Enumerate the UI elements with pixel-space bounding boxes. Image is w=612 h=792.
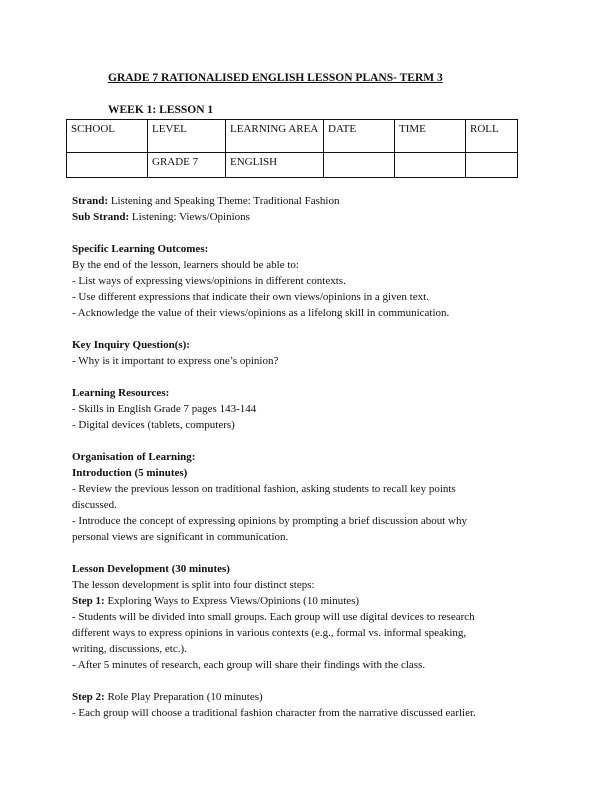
strand-value: Listening and Speaking Theme: Traditional Fashion	[108, 195, 340, 207]
lesson-info-table	[66, 119, 518, 178]
cell-learning-area: ENGLISH	[226, 153, 324, 178]
inquiry-heading-text: Key Inquiry Question(s):	[72, 339, 190, 351]
header-roll: ROLL	[466, 120, 518, 153]
sub-strand-line	[72, 209, 542, 225]
step2-line: - Each group will choose a traditional fashion character from the narrative discussed earlier.	[72, 707, 476, 719]
introduction-heading-text: Introduction (5 minutes)	[72, 467, 188, 479]
cell-roll	[466, 153, 518, 178]
introduction-line: - Introduce the concept of expressing opinions by prompting a brief discussion about why	[72, 515, 468, 527]
inquiry-heading	[72, 337, 542, 353]
step1-line: different ways to express opinions in various contexts (e.g., formal vs. informal speaking,	[72, 627, 467, 639]
sub-strand-value: Listening: Views/Opinions	[129, 211, 250, 223]
introduction-line: - Review the previous lesson on traditional fashion, asking students to recall key points	[72, 483, 456, 495]
lesson-body	[72, 193, 542, 721]
step2-title: Role Play Preparation (10 minutes)	[104, 691, 263, 703]
cell-date	[324, 153, 395, 178]
week-heading: WEEK 1: LESSON 1	[108, 104, 214, 116]
step1-title: Exploring Ways to Express Views/Opinions (10 minutes)	[104, 595, 360, 607]
strand-line	[72, 193, 542, 209]
strand-label: Strand:	[72, 195, 109, 207]
step1-heading	[72, 593, 542, 609]
table-header-row	[67, 120, 518, 153]
resources-heading	[72, 385, 542, 401]
development-heading	[72, 561, 542, 577]
introduction-line: personal views are significant in communication.	[72, 531, 289, 543]
cell-time	[395, 153, 466, 178]
outcome-line: - Use different expressions that indicate their own views/opinions in a given text.	[72, 291, 429, 303]
outcome-line: - Acknowledge the value of their views/opinions as a lifelong skill in communication.	[72, 307, 450, 319]
header-date: DATE	[324, 120, 395, 153]
step1-line: writing, discussions, etc.).	[72, 643, 187, 655]
introduction-line: discussed.	[72, 499, 117, 511]
header-time: TIME	[395, 120, 466, 153]
step1-line: - Students will be divided into small groups. Each group will use digital devices to research	[72, 611, 475, 623]
sub-strand-label: Sub Strand:	[72, 211, 130, 223]
organisation-heading	[72, 449, 542, 465]
development-heading-text: Lesson Development (30 minutes)	[72, 563, 230, 575]
header-school: SCHOOL	[67, 120, 148, 153]
resources-heading-text: Learning Resources:	[72, 387, 170, 399]
cell-level: GRADE 7	[148, 153, 226, 178]
cell-school	[67, 153, 148, 178]
document-title: GRADE 7 RATIONALISED ENGLISH LESSON PLANS- TERM 3	[108, 72, 443, 84]
organisation-heading-text: Organisation of Learning:	[72, 451, 196, 463]
outcomes-heading-text: Specific Learning Outcomes:	[72, 243, 209, 255]
header-learning-area: LEARNING AREA	[226, 120, 324, 153]
resource-line: - Digital devices (tablets, computers)	[72, 419, 235, 431]
header-level: LEVEL	[148, 120, 226, 153]
outcome-line: - List ways of expressing views/opinions in different contexts.	[72, 275, 346, 287]
step1-label: Step 1:	[72, 595, 105, 607]
step2-heading	[72, 689, 542, 705]
outcome-line: By the end of the lesson, learners should be able to:	[72, 259, 299, 271]
development-intro: The lesson development is split into four distinct steps:	[72, 579, 315, 591]
outcomes-heading	[72, 241, 542, 257]
inquiry-line: - Why is it important to express one’s opinion?	[72, 355, 279, 367]
step2-label: Step 2:	[72, 691, 105, 703]
introduction-heading	[72, 465, 542, 481]
step1-line: - After 5 minutes of research, each group will share their findings with the class.	[72, 659, 426, 671]
resource-line: - Skills in English Grade 7 pages 143-144	[72, 403, 257, 415]
table-row	[67, 153, 518, 178]
